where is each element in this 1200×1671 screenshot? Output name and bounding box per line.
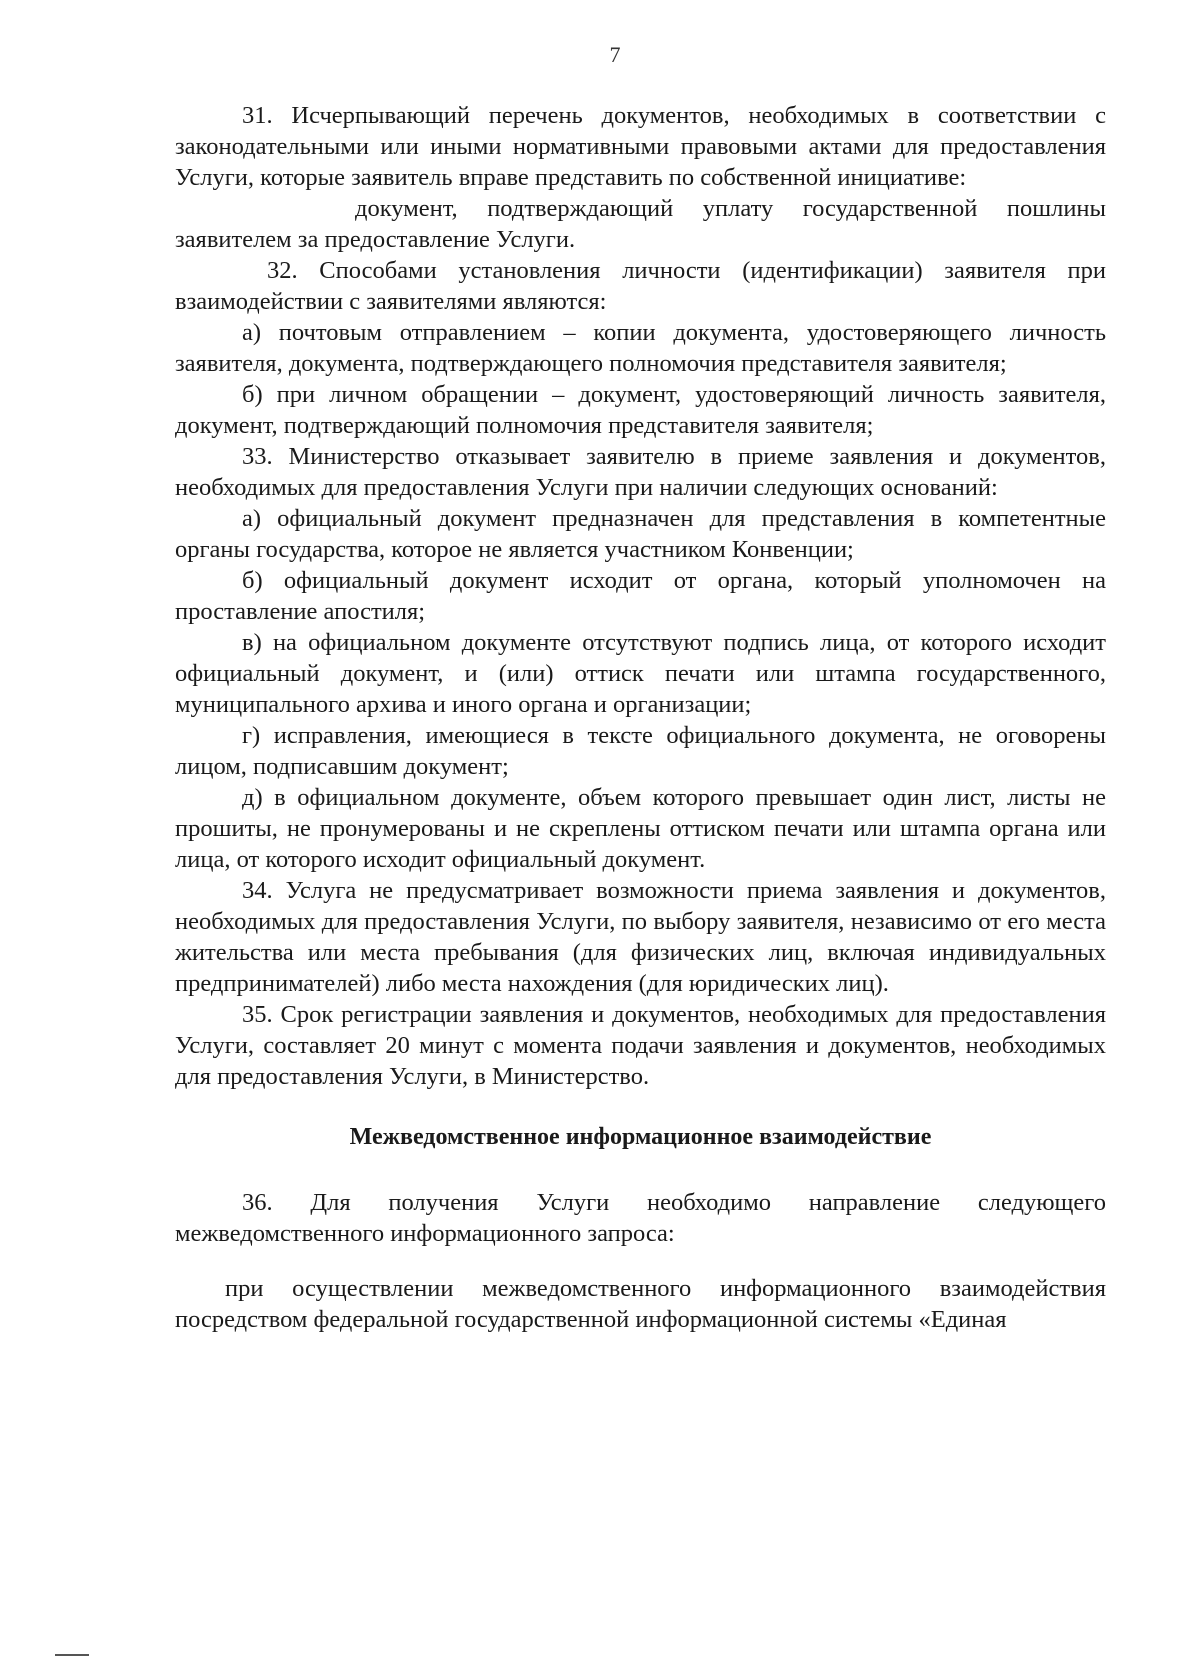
section-heading: Межведомственное информационное взаимодействие — [349, 1124, 932, 1150]
paragraph-32-a: а) почтовым отправлением – копии документа, удостоверяющего личность заявителя, документа, подтверждающего полномочия представителя заявителя; — [175, 319, 1106, 377]
paragraph-36-item: при осуществлении межведомственного информационного взаимодействия посредством федеральной государственной информационной системы «Единая — [175, 1275, 1106, 1333]
scan-margin-mark — [55, 1654, 89, 1656]
paragraph-33-a: а) официальный документ предназначен для представления в компетентные органы государства, которое не является участником Конвенции; — [175, 505, 1106, 563]
paragraph-33-d: д) в официальном документе, объем которого превышает один лист, листы не прошиты, не пронумерованы и не скреплены оттиском печати или штампа органа или лица, от которого исходит официальный документ. — [175, 784, 1106, 873]
paragraph-34: 34. Услуга не предусматривает возможности приема заявления и документов, необходимых для предоставления Услуги, по выбору заявителя, независимо от его места жительства или места пребывания (для физических лиц, включая индивидуальных предпринимателей) либо места нахождения (для юридических лиц). — [175, 877, 1106, 997]
paragraph-33-b: б) официальный документ исходит от органа, который уполномочен на проставление апостиля; — [175, 567, 1106, 625]
paragraph-32: 32. Способами установления личности (идентификации) заявителя при взаимодействии с заявителями являются: — [175, 257, 1106, 315]
paragraph-31: 31. Исчерпывающий перечень документов, необходимых в соответствии с законодательными или иными нормативными правовыми актами для предоставления Услуги, которые заявитель вправе представить по собственной инициативе: — [175, 102, 1106, 191]
paragraph-35: 35. Срок регистрации заявления и документов, необходимых для предоставления Услуги, составляет 20 минут с момента подачи заявления и документов, необходимых для предоставления Услуги, в Министерство. — [175, 1001, 1106, 1090]
paragraph-31-item: документ, подтверждающий уплату государственной пошлины заявителем за предоставление Услуги. — [175, 195, 1106, 253]
paragraph-33: 33. Министерство отказывает заявителю в приеме заявления и документов, необходимых для предоставления Услуги при наличии следующих оснований: — [175, 443, 1106, 501]
paragraph-33-v: в) на официальном документе отсутствуют подпись лица, от которого исходит официальный документ, и (или) оттиск печати или штампа государственного, муниципального архива и иного органа и организации; — [175, 629, 1106, 718]
paragraph-33-g: г) исправления, имеющиеся в тексте официального документа, не оговорены лицом, подписавшим документ; — [175, 722, 1106, 780]
paragraph-36: 36. Для получения Услуги необходимо направление следующего межведомственного информационного запроса: — [175, 1189, 1106, 1247]
document-body — [175, 100, 1106, 1335]
page-number: 7 — [609, 42, 621, 67]
paragraph-32-b: б) при личном обращении – документ, удостоверяющий личность заявителя, документ, подтверждающий полномочия представителя заявителя; — [175, 381, 1106, 439]
